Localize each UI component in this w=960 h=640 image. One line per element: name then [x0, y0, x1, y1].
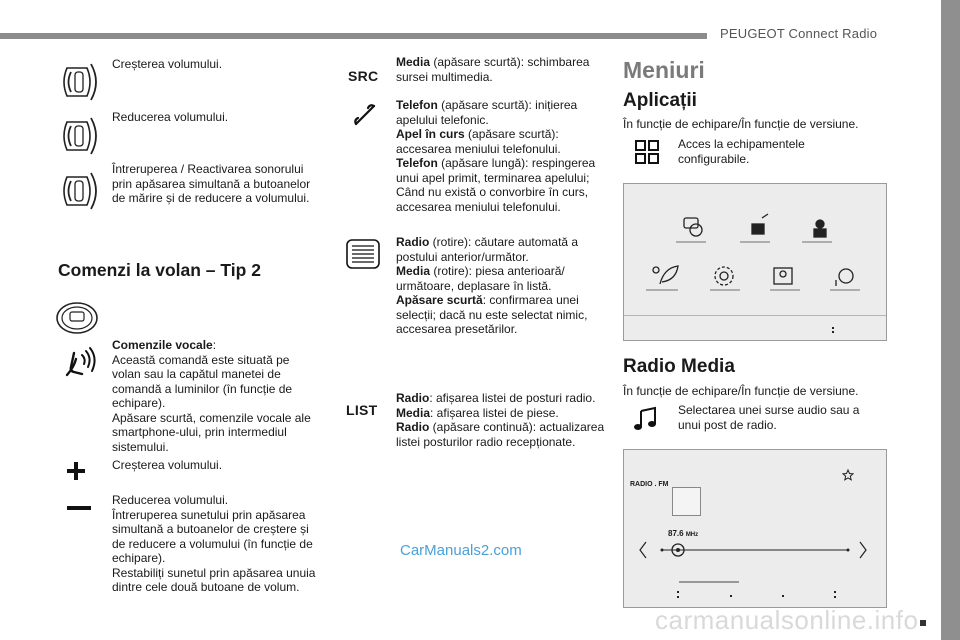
apps-screen — [623, 183, 887, 341]
radio-desc-2: (rotire): piesa anterioară/ următoare, deplasare în listă. — [396, 264, 565, 293]
menus-title: Meniuri — [623, 57, 705, 83]
radio-label-1: Radio — [396, 235, 430, 249]
src-label: Media — [396, 55, 431, 69]
tuning-bar[interactable] — [638, 538, 872, 562]
radio-wheel-text — [396, 235, 606, 337]
volume-down-text: Reducerea volumului. — [112, 110, 229, 124]
radio-media-intro: În funcție de echipare/În funcție de versiune. — [623, 384, 859, 398]
frequency-readout — [668, 529, 698, 538]
page-marker — [920, 620, 926, 626]
steering-control-mute-icon — [57, 169, 101, 213]
list-desc-2: : afișarea listei de piese. — [430, 405, 559, 420]
page-header-title: PEUGEOT Connect Radio — [720, 26, 878, 41]
volume-up-text: Creșterea volumului. — [112, 57, 223, 71]
voice-command-desc: : Această comandă este situată pe volan sau la capătul manetei de comandă a luminilor (în funcție de echipare). Apăsare scurtă, comenzile vocale ale smartphone-ului, prin intermediul sistemului. — [112, 338, 311, 454]
radio-menu-dots-icon[interactable] — [677, 591, 681, 598]
app-connected-services-icon — [676, 218, 706, 242]
app-climate-icon — [830, 269, 860, 290]
phone-label-3: Telefon — [396, 156, 438, 170]
bottom-handle — [679, 581, 739, 583]
radio-dot-icon[interactable] — [730, 595, 732, 597]
apps-heading: Aplicații — [623, 90, 697, 111]
app-eco-icon — [646, 266, 678, 290]
src-icon: SRC — [348, 68, 379, 84]
app-driver-icon — [802, 220, 832, 242]
bottom-controls — [624, 587, 886, 607]
minus-text: Reducerea volumului. Întreruperea sunetului prin apăsarea simultană a butoanelor de creștere și de reducere a volumului (în funcție de echipare). Restabiliți sunetul prin apăsarea unuia dintre cele două butoane de volum. — [112, 493, 316, 594]
frequency-value: 87.6 — [668, 529, 684, 538]
radio-media-desc: Selectarea unei surse audio sau a unui post de radio. — [678, 403, 860, 432]
apps-grid-icon — [635, 140, 659, 164]
steering-control-down-icon — [57, 114, 101, 158]
steering-wheel-icon — [55, 300, 99, 336]
src-text — [396, 55, 601, 84]
apps-intro: În funcție de echipare/În funcție de versiune. — [623, 117, 859, 131]
app-media-icon — [770, 268, 800, 290]
minus-icon — [67, 506, 91, 512]
radio-options-dots-icon[interactable] — [834, 591, 838, 598]
list-label-3: Radio — [396, 420, 430, 434]
list-label-1: Radio — [396, 391, 430, 405]
apps-desc: Acces la echipamentele configurabile. — [678, 137, 805, 166]
footer-watermark: carmanualsonline.info — [655, 605, 919, 635]
phone-text — [396, 98, 606, 214]
apps-screen-icons — [624, 184, 886, 340]
radio-label-2: Media — [396, 264, 431, 278]
thumbwheel-icon — [346, 239, 380, 269]
plus-icon — [67, 462, 85, 480]
steering-control-up-icon — [57, 60, 101, 104]
radio-desc-3: : confirmarea unei selecții; dacă nu este selectat nimic, accesarea presetărilor. — [396, 293, 588, 336]
phone-label-2: Apel în curs — [396, 127, 465, 141]
voice-command-label: Comenzile vocale — [112, 338, 213, 352]
app-alert-icon — [740, 214, 770, 242]
radio-dot2-icon[interactable] — [782, 595, 784, 597]
music-note-icon — [633, 405, 659, 431]
section-heading-steering-type2: Comenzi la volan – Tip 2 — [58, 260, 261, 280]
watermark-link[interactable]: CarManuals2.com — [400, 542, 522, 559]
favorite-star-icon[interactable] — [842, 469, 854, 481]
list-icon: LIST — [346, 402, 378, 418]
app-settings-icon — [710, 267, 740, 290]
radio-label-3: Apăsare scurtă — [396, 293, 483, 307]
radio-desc-1: (rotire): căutare automată a postului anterior/următor. — [396, 235, 579, 264]
plus-text: Creșterea volumului. — [112, 458, 223, 472]
voice-command-icon — [62, 345, 96, 379]
frequency-unit: MHz — [685, 532, 699, 538]
more-options-icon — [832, 327, 834, 333]
side-tab — [941, 0, 960, 640]
phone-desc-1: (apăsare scurtă): inițierea apelului telefonic. — [396, 98, 578, 127]
phone-label-1: Telefon — [396, 98, 438, 112]
phone-desc-2: (apăsare scurtă): accesarea meniului telefonului. — [396, 127, 561, 156]
radio-screen — [623, 449, 887, 608]
header-rule — [0, 33, 707, 39]
mute-text: Întreruperea / Reactivarea sonorului prin apăsarea simultană a butoanelor de mărire și de reducere a volumului. — [112, 162, 311, 205]
list-text — [396, 391, 606, 449]
voice-command-text — [112, 338, 317, 454]
list-label-2: Media — [396, 405, 431, 420]
list-desc-3: (apăsare continuă): actualizarea listei posturilor radio recepționate. — [396, 420, 605, 449]
radio-station-name: RADIO . FM — [630, 481, 669, 488]
list-desc-1: : afișarea listei de posturi radio. — [429, 391, 596, 405]
radio-media-heading: Radio Media — [623, 356, 735, 377]
station-artwork — [672, 487, 701, 516]
phone-desc-3: (apăsare lungă): respingerea unui apel primit, terminarea apelului; Când nu există o convorbire în curs, accesarea meniului telefonului. — [396, 156, 596, 214]
src-desc: (apăsare scurtă): schimbarea sursei multimedia. — [396, 55, 590, 84]
phone-icon — [352, 102, 378, 128]
